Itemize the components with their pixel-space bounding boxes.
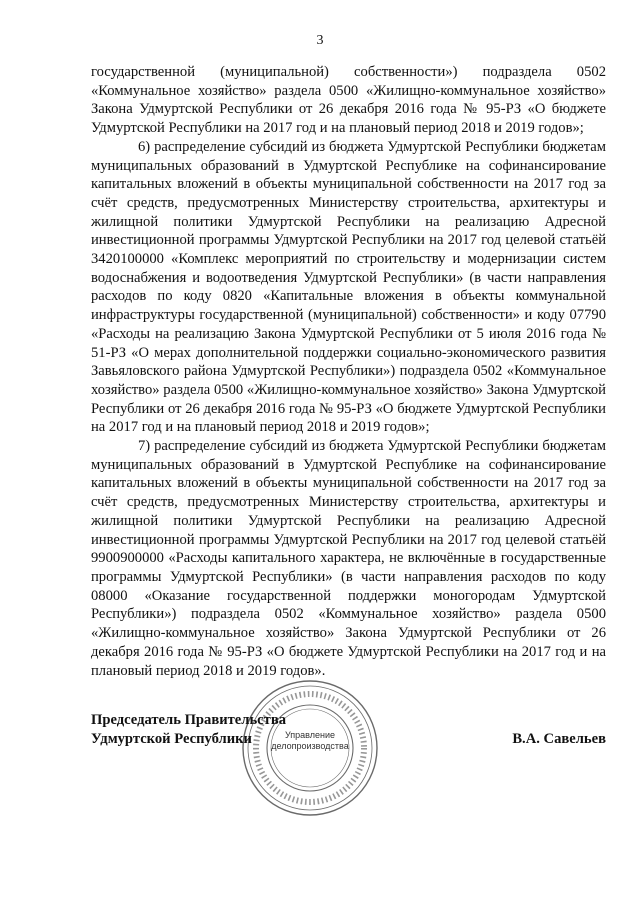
stamp-center-line: делопроизводства (271, 741, 349, 751)
paragraph-continuation: государственной (муниципальной) собственности») подраздела 0502 «Коммунальное хозяйство» раздела 0500 «Жилищно-коммунальное хозяйство» Закона Удмуртской Республики от 26 декабря 2016 года № 95-РЗ «О бюджете Удмуртской Республики на 2017 год и на плановый период 2018 и 2019 годов»; (91, 64, 606, 137)
signature-position (91, 711, 286, 748)
signature-position-line: Председатель Правительства (91, 712, 287, 728)
page-number: 3 (316, 33, 324, 48)
signatory-name: В.А. Савельев (512, 731, 606, 747)
document-body (91, 63, 606, 680)
paragraph-item-7: 7) распределение субсидий из бюджета Удмуртской Республики бюджетам муниципальных образований в Удмуртской Республике на софинансирование капитальных вложений в объекты муниципальной собственности на 2017 год за счёт средств, предусмотренных Министерству строительства, архитектуры и жилищной политики Удмуртской Республики на реализацию Адресной инвестиционной программы Удмуртской Республики на 2017 год целевой статьёй 9900900000 «Расходы капитального характера, не включённые в государственные программы Удмуртской Республики» (в части направления расходов по коду 08000 «Оказание государственной поддержки моногородам Удмуртской Республики») подраздела 0502 «Коммунальное хозяйство» раздела 0500 «Жилищно-коммунальное хозяйство» Закона Удмуртской Республики от 26 декабря 2016 года № 95-РЗ «О бюджете Удмуртской Республики на 2017 год и на плановый период 2018 и 2019 годов». (91, 438, 606, 679)
paragraph-item-6: 6) распределение субсидий из бюджета Удмуртской Республики бюджетам муниципальных образований в Удмуртской Республике на софинансирование капитальных вложений в объекты муниципальной собственности на 2017 год за счёт средств, предусмотренных Министерству строительства, архитектуры и жилищной политики Удмуртской Республики на реализацию Адресной инвестиционной программы Удмуртской Республики на 2017 год целевой статьёй 3420100000 «Комплекс мероприятий по строительству и модернизации систем водоснабжения и водоотведения Удмуртской Республики» (в части направления расходов по коду 0820 «Капитальные вложения в объекты коммунальной инфраструктуры государственной (муниципальной) собственности» и коду 07790 «Расходы на реализацию Закона Удмуртской Республики от 5 июля 2016 года № 51-РЗ «О мерах дополнительной поддержки социально-экономического развития Завьяловского района Удмуртской Республики») подраздела 0502 «Коммунальное хозяйство» раздела 0500 «Жилищно-коммунальное хозяйство» Закона Удмуртской Республики от 26 декабря 2016 года № 95-РЗ «О бюджете Удмуртской Республики на 2017 год и на плановый период 2018 и 2019 годов»; (91, 138, 606, 436)
stamp-center-line: Управление (284, 730, 336, 740)
signature-position-line: Удмуртской Республики (91, 730, 252, 747)
